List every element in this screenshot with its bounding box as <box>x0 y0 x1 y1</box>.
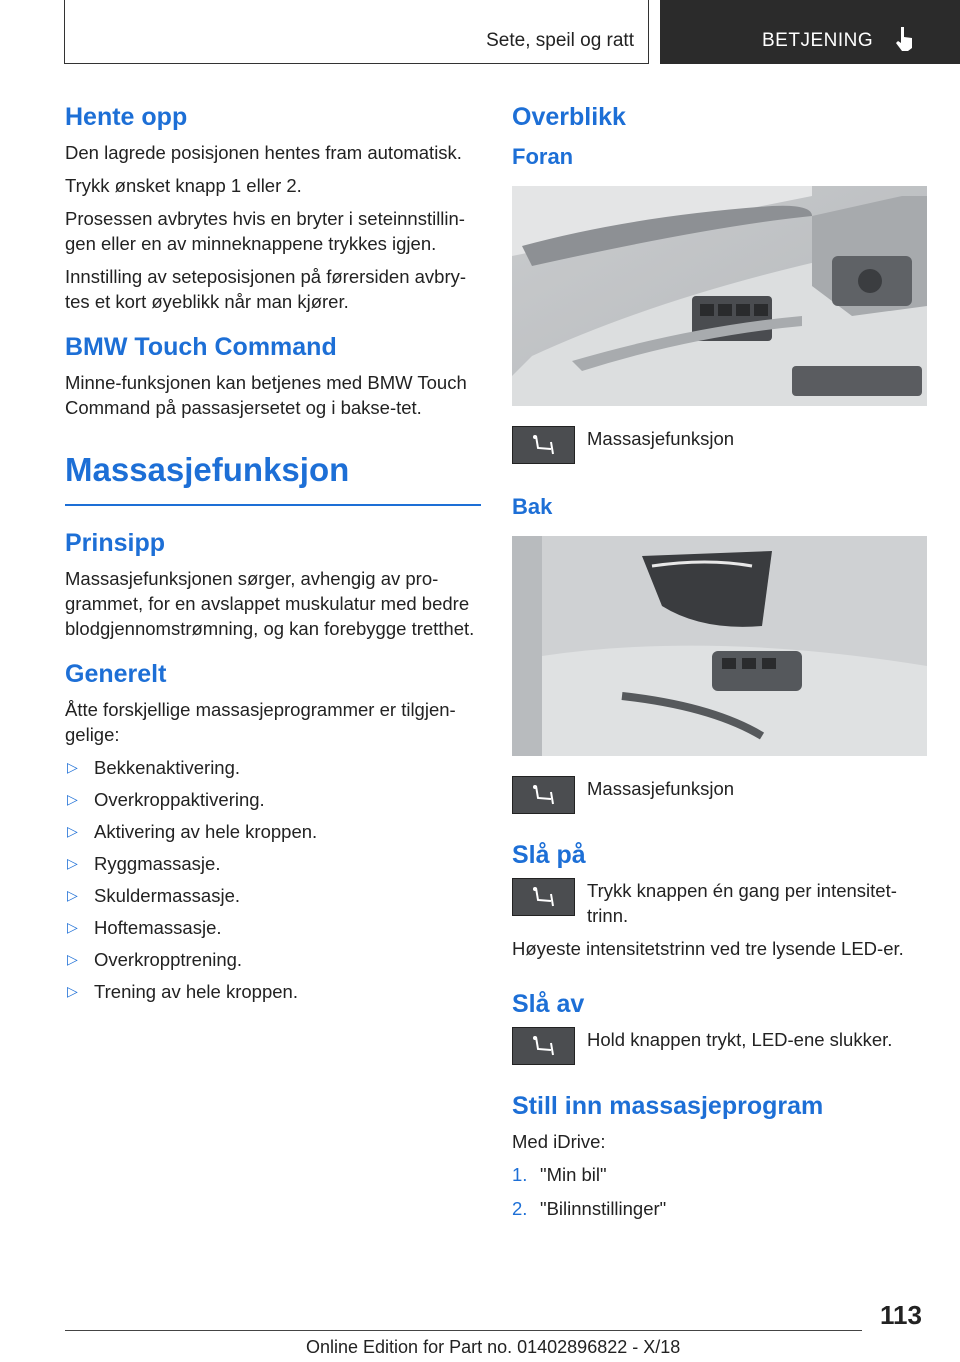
prinsipp-paragraph: Massasjefunksjonen sørger, avhengig av pro-grammet, for en avslappet muskulatur med bedre blodgjennomstrømning, og kan forebygge tretthet. <box>65 568 475 639</box>
header-chapter-box <box>660 0 960 64</box>
massage-button-icon <box>512 426 575 464</box>
heading-bmw-touch-command: BMW Touch Command <box>65 333 337 361</box>
list-item: ▷ Overkropptrening. <box>67 949 243 970</box>
triangle-bullet-icon: ▷ <box>67 919 78 935</box>
heading-sla-pa: Slå på <box>512 841 586 869</box>
triangle-bullet-icon: ▷ <box>67 791 78 807</box>
list-item: ▷ Bekkenaktivering. <box>67 757 241 778</box>
pointing-hand-icon <box>894 26 914 52</box>
hente-opp-paragraph-3: Prosessen avbrytes hvis en bryter i seteinnstillin-gen eller en av minneknappene trykkes igjen. <box>65 208 465 254</box>
heading-hente-opp: Hente opp <box>65 103 188 131</box>
heading-prinsipp: Prinsipp <box>65 529 166 557</box>
massage-button-icon <box>512 878 575 916</box>
front-caption: Massasjefunksjon <box>587 428 735 449</box>
touch-command-paragraph: Minne-funksjonen kan betjenes med BMW Touch Command på passasjersetet og i bakse-tet. <box>65 372 467 418</box>
program-paragraph: Med iDrive: <box>512 1131 606 1152</box>
list-item: ▷ Skuldermassasje. <box>67 885 241 906</box>
header-section-title: Sete, speil og ratt <box>486 30 634 51</box>
list-item: 2. "Bilinnstillinger" <box>512 1198 667 1219</box>
triangle-bullet-icon: ▷ <box>67 887 78 903</box>
list-item: ▷ Trening av hele kroppen. <box>67 981 298 1002</box>
massage-button-row-rear <box>512 776 928 814</box>
massage-program-list <box>65 755 481 1004</box>
list-item: ▷ Hoftemassasje. <box>67 917 222 938</box>
list-item: ▷ Ryggmassasje. <box>67 853 221 874</box>
sla-av-row <box>512 1027 928 1065</box>
massage-button-icon <box>512 1027 575 1065</box>
right-column <box>512 100 928 1230</box>
triangle-bullet-icon: ▷ <box>67 855 78 871</box>
massage-button-icon <box>512 776 575 814</box>
generelt-paragraph: Åtte forskjellige massasjeprogrammer er tilgjen-gelige: <box>65 699 456 745</box>
header-chapter-title: BETJENING <box>762 30 874 51</box>
massage-button-row-front <box>512 426 928 464</box>
sla-pa-row <box>512 878 928 928</box>
heading-still-inn-massasjeprogram: Still inn massasjeprogram <box>512 1092 824 1120</box>
header-section-box <box>64 0 649 64</box>
heading-sla-av: Slå av <box>512 990 585 1018</box>
heading-generelt: Generelt <box>65 660 167 688</box>
list-item: ▷ Overkroppaktivering. <box>67 789 265 810</box>
page-number: 113 <box>880 1300 922 1330</box>
heading-foran: Foran <box>512 144 574 169</box>
left-column <box>65 100 481 1011</box>
triangle-bullet-icon: ▷ <box>67 951 78 967</box>
hente-opp-paragraph-4: Innstilling av seteposisjonen på førersiden avbry-tes et kort øyeblikk når man kjører. <box>65 266 467 312</box>
footer-edition: Online Edition for Part no. 01402896822 - X/18 <box>306 1337 681 1357</box>
rear-door-panel-image <box>512 536 927 756</box>
hente-opp-paragraph-2: Trykk ønsket knapp 1 eller 2. <box>65 175 302 196</box>
chapter-heading-massasjefunksjon: Massasjefunksjon <box>65 448 481 506</box>
front-door-panel-image <box>512 186 927 406</box>
footer-divider <box>65 1330 862 1331</box>
triangle-bullet-icon: ▷ <box>67 823 78 839</box>
triangle-bullet-icon: ▷ <box>67 983 78 999</box>
heading-bak: Bak <box>512 494 553 519</box>
triangle-bullet-icon: ▷ <box>67 759 78 775</box>
program-steps-list <box>512 1162 928 1221</box>
heading-overblikk: Overblikk <box>512 103 626 131</box>
hente-opp-paragraph-1: Den lagrede posisjonen hentes fram automatisk. <box>65 142 462 163</box>
sla-av-paragraph: Hold knappen trykt, LED-ene slukker. <box>587 1029 893 1050</box>
sla-pa-paragraph-2: Høyeste intensitetstrinn ved tre lysende LED-er. <box>512 938 904 959</box>
sla-pa-paragraph-1: Trykk knappen én gang per intensitet-trinn. <box>587 880 897 926</box>
list-item: ▷ Aktivering av hele kroppen. <box>67 821 318 842</box>
rear-caption: Massasjefunksjon <box>587 778 735 799</box>
list-item: 1. "Min bil" <box>512 1164 607 1185</box>
